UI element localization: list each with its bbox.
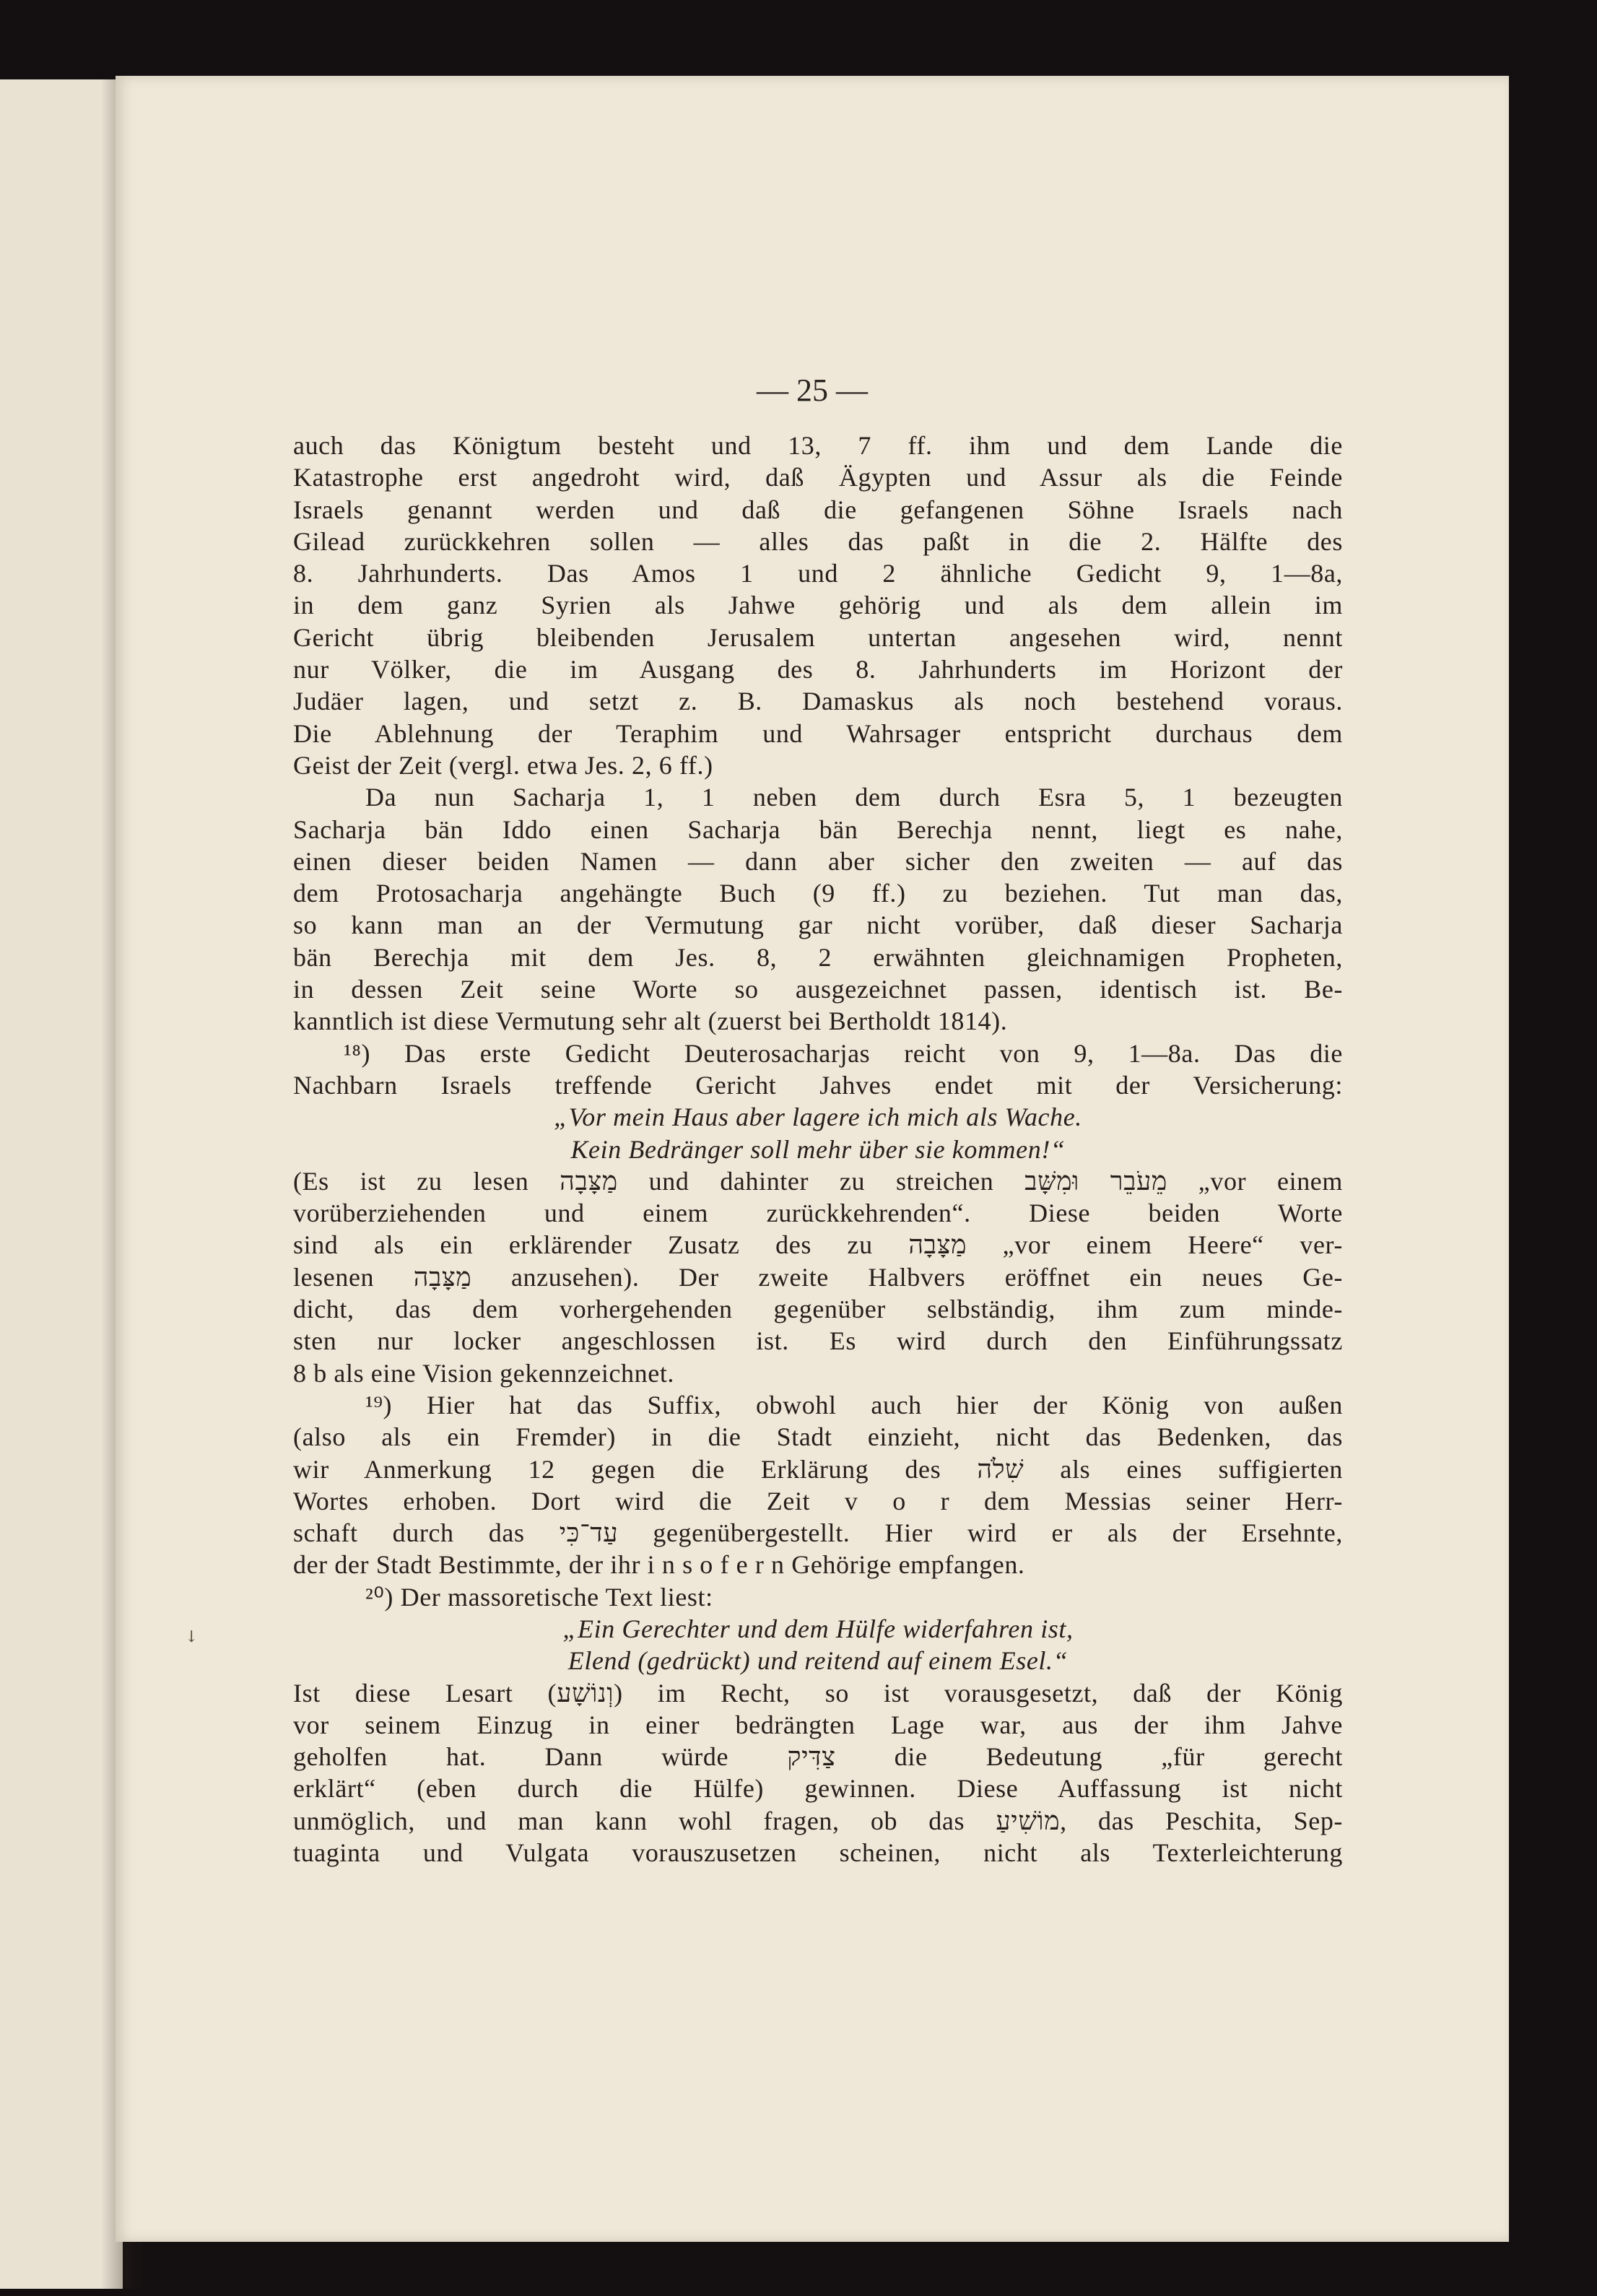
text-line: Israels genannt werden und daß die gefangenen Söhne Israels nach (293, 495, 1343, 524)
text-line: sind als ein erklärender Zusatz des zu מַצָּבָה „vor einem Heere“ ver- (293, 1230, 1343, 1260)
verse-line: Kein Bedränger soll mehr über sie kommen!“ (570, 1134, 1066, 1164)
text-line: Gericht übrig bleibenden Jerusalem untertan angesehen wird, nennt (293, 622, 1343, 652)
text-line: vorüberziehenden und einem zurückkehrenden“. Diese beiden Worte (293, 1199, 1343, 1228)
text-line: Katastrophe erst angedroht wird, daß Ägypten und Assur als die Feinde (293, 463, 1343, 492)
text-line: kanntlich ist diese Vermutung sehr alt (zuerst bei Bertholdt 1814). (293, 1006, 1008, 1036)
text-line: in dem ganz Syrien als Jahwe gehörig und als dem allein im (293, 591, 1343, 620)
text-line: Geist der Zeit (vergl. etwa Jes. 2, 6 ff.) (293, 750, 713, 780)
footnote-19: ¹⁹) Hier hat das Suffix, obwohl auch hier der König von außen (365, 1390, 1343, 1419)
text-line: Die Ablehnung der Teraphim und Wahrsager entspricht durchaus dem (293, 718, 1343, 748)
text-line: (Es ist zu lesen מַצָּבָה und dahinter zu streichen מֵעֹבֵר וּמִשָּׁב „vor einem (293, 1166, 1343, 1196)
text-line: auch das Königtum besteht und 13, 7 ff. ihm und dem Lande die (293, 431, 1343, 460)
text-line: tuaginta und Vulgata vorauszusetzen scheinen, nicht als Texterleichterung (293, 1838, 1343, 1868)
text-line: lesenen מַצָּבָה anzusehen). Der zweite Halbvers eröffnet ein neues Ge- (293, 1262, 1343, 1292)
text-line: 8 b als eine Vision gekennzeichnet. (293, 1358, 675, 1388)
text-line: bän Berechja mit dem Jes. 8, 2 erwähnten gleichnamigen Propheten, (293, 942, 1343, 972)
text-line: Judäer lagen, und setzt z. B. Damaskus als noch bestehend voraus. (293, 687, 1343, 716)
text-line: dicht, das dem vorhergehenden gegenüber selbständig, ihm zum minde- (293, 1295, 1343, 1324)
text-line: sten nur locker angeschlossen ist. Es wird durch den Einführungssatz (293, 1326, 1343, 1356)
footnote-20: ²⁰) Der massoretische Text liest: (365, 1582, 713, 1612)
body-text (293, 430, 1343, 1869)
text-line: dem Protosacharja angehängte Buch (9 ff.) zu beziehen. Tut man das, (293, 879, 1343, 908)
book-page (116, 76, 1509, 2242)
text-line: Da nun Sacharja 1, 1 neben dem durch Esra 5, 1 bezeugten (365, 783, 1343, 812)
text-line: Nachbarn Israels treffende Gericht Jahves endet mit der Versicherung: (293, 1070, 1343, 1100)
text-line: (also als ein Fremder) in die Stadt einzieht, nicht das Bedenken, das (293, 1422, 1343, 1452)
footnote-18: ¹⁸) Das erste Gedicht Deuterosacharjas reicht von 9, 1—8a. Das die (344, 1038, 1343, 1068)
text-line: in dessen Zeit seine Worte so ausgezeichnet passen, identisch ist. Be- (293, 975, 1343, 1004)
text-line: Ist diese Lesart (וְנוֹשָׁע) im Recht, so ist vorausgesetzt, daß der König (293, 1678, 1343, 1708)
text-line: Sacharja bän Iddo einen Sacharja bän Berechja nennt, liegt es nahe, (293, 814, 1343, 844)
text-line: 8. Jahrhunderts. Das Amos 1 und 2 ähnliche Gedicht 9, 1—8a, (293, 559, 1343, 588)
text-line: unmöglich, und man kann wohl fragen, ob das מוֹשִׁיעַ, das Peschita, Sep- (293, 1806, 1344, 1835)
verse-line: „Ein Gerechter und dem Hülfe widerfahren ist, (562, 1614, 1074, 1643)
text-line: einen dieser beiden Namen — dann aber sicher den zweiten — auf das (293, 846, 1343, 876)
text-line: schaft durch das עַד־כִּי gegenübergestellt. Hier wird er als der Ersehnte, (293, 1518, 1343, 1548)
text-line: erklärt“ (eben durch die Hülfe) gewinnen. Diese Auffassung ist nicht (293, 1774, 1343, 1804)
text-line: Gilead zurückkehren sollen — alles das paßt in die 2. Hälfte des (293, 526, 1343, 556)
verse-line: „Vor mein Haus aber lagere ich mich als Wache. (554, 1103, 1082, 1132)
verse-line: Elend (gedrückt) und reitend auf einem Esel.“ (567, 1646, 1069, 1676)
text-line: Wortes erhoben. Dort wird die Zeit v o r dem Messias seiner Herr- (293, 1486, 1343, 1516)
text-line: vor seinem Einzug in einer bedrängten Lage war, aus der ihm Jahve (293, 1710, 1343, 1739)
text-line: geholfen hat. Dann würde צַדִּיק die Bedeutung „für gerecht (293, 1742, 1343, 1772)
text-line: nur Völker, die im Ausgang des 8. Jahrhunderts im Horizont der (293, 655, 1343, 684)
margin-mark: ↓ (185, 1628, 199, 1646)
page-number: — 25 — (757, 373, 868, 408)
text-line: wir Anmerkung 12 gegen die Erklärung des שִׁלֹה als eines suffigierten (293, 1454, 1343, 1484)
text-line: der der Stadt Bestimmte, der ihr i n s o f e r n Gehörige empfangen. (293, 1550, 1025, 1580)
text-line: so kann man an der Vermutung gar nicht vorüber, daß dieser Sacharja (293, 910, 1343, 940)
